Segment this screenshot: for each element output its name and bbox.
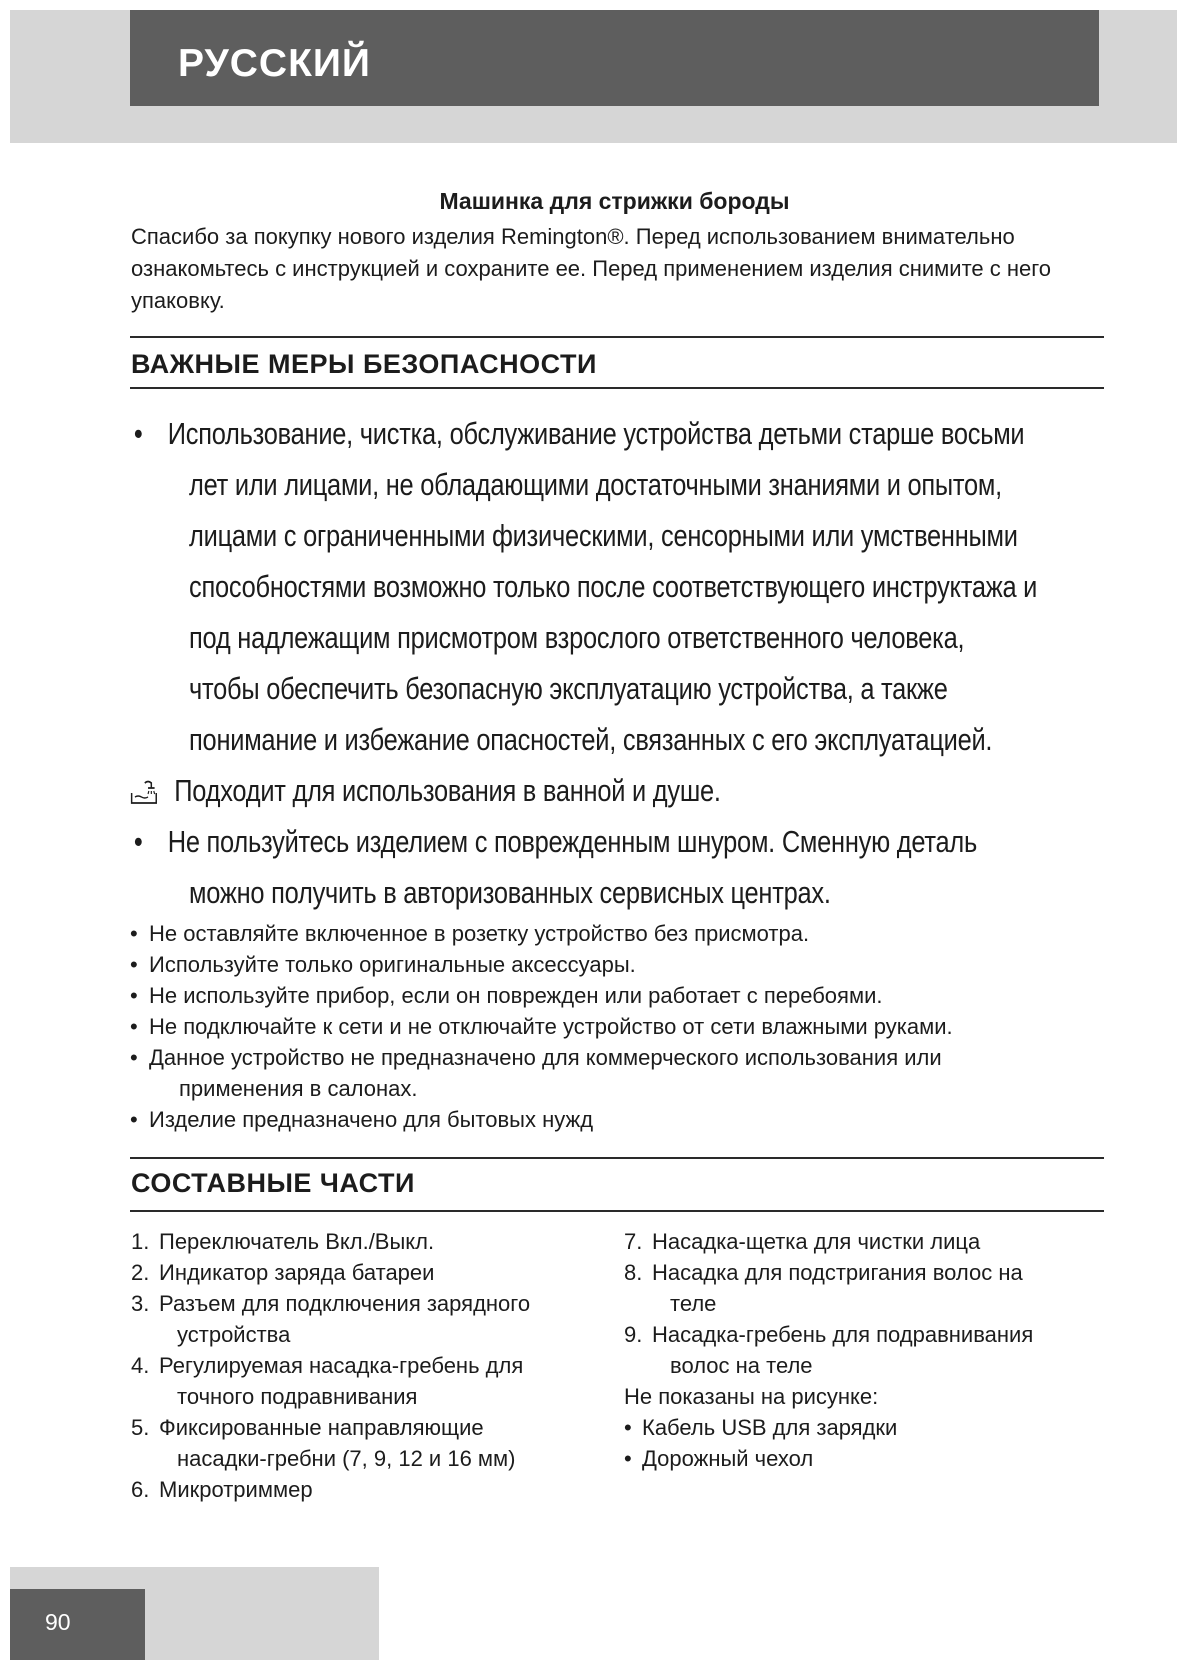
- list-item: [130, 1011, 1110, 1042]
- bullet-glyph: •: [130, 1045, 138, 1070]
- section-rule-bottom: [130, 1210, 1104, 1212]
- list-item: [130, 949, 1110, 980]
- item-number: 1.: [131, 1229, 150, 1254]
- item-number: 8.: [624, 1260, 643, 1285]
- list-item-text: Используйте только оригинальные аксессуары.: [149, 952, 636, 977]
- list-item: [131, 1474, 611, 1505]
- list-item-text: Насадка для подстригания волос на: [652, 1260, 1023, 1285]
- section-rule-top: [130, 336, 1104, 338]
- not-shown-block: [624, 1381, 1104, 1474]
- bullet-glyph: •: [624, 1446, 632, 1471]
- safety-heading: ВАЖНЫЕ МЕРЫ БЕЗОПАСНОСТИ: [131, 349, 597, 379]
- list-item-text: теле: [670, 1291, 717, 1316]
- list-item: [624, 1226, 1104, 1257]
- section-rule-top: [130, 1157, 1104, 1159]
- list-item: [624, 1412, 1104, 1443]
- bullet-glyph: •: [624, 1415, 632, 1440]
- item-number: 6.: [131, 1477, 150, 1502]
- list-item-text: Подходит для использования в ванной и душе.: [174, 773, 721, 808]
- safety-small-list: [130, 918, 1110, 1135]
- product-title: Машинка для стрижки бороды: [439, 188, 790, 214]
- list-item: [130, 816, 1148, 918]
- list-item-text: Не оставляйте включенное в розетку устройство без присмотра.: [149, 921, 810, 946]
- list-item: [130, 408, 1148, 765]
- list-item: [624, 1257, 1104, 1319]
- list-item-text: насадки-гребни (7, 9, 12 и 16 мм): [177, 1446, 516, 1471]
- list-item-text: Насадка-щетка для чистки лица: [652, 1229, 981, 1254]
- list-item: [130, 980, 1110, 1011]
- list-item: [130, 1104, 1110, 1135]
- safety-large-list: [130, 408, 1110, 918]
- item-number: 7.: [624, 1229, 643, 1254]
- item-number: 9.: [624, 1322, 643, 1347]
- intro-paragraph: Спасибо за покупку нового изделия Remington®. Перед использованием внимательно ознакомьтесь с инструкцией и сохраните ее. Перед применением изделия снимите с него упаковку.: [131, 224, 1052, 313]
- list-item-text: Микротриммер: [159, 1477, 313, 1502]
- bullet-glyph: •: [133, 416, 143, 451]
- list-item-text: Использование, чистка, обслуживание устройства детьми старше восьми: [167, 416, 1025, 451]
- list-item-text: Кабель USB для зарядки: [642, 1415, 898, 1440]
- not-shown-label: Не показаны на рисунке:: [624, 1384, 879, 1409]
- list-item-text: Регулируемая насадка-гребень для: [159, 1353, 524, 1378]
- list-item-text: Фиксированные направляющие: [159, 1415, 484, 1440]
- list-item-text: Не подключайте к сети и не отключайте устройство от сети влажными руками.: [149, 1014, 953, 1039]
- list-item: [130, 1042, 1110, 1104]
- page-number: 90: [45, 1609, 71, 1635]
- bullet-glyph: •: [133, 824, 143, 859]
- list-item: [130, 918, 1110, 949]
- list-item: [131, 1257, 611, 1288]
- list-item-text: под надлежащим присмотром взрослого ответственного человека,: [189, 620, 965, 655]
- list-item-text: лицами с ограниченными физическими, сенсорными или умственными: [189, 518, 1018, 553]
- list-item-text: можно получить в авторизованных сервисных центрах.: [189, 875, 831, 910]
- list-item-text: Насадка-гребень для подравнивания: [652, 1322, 1034, 1347]
- list-item-text: чтобы обеспечить безопасную эксплуатацию устройства, а также: [189, 671, 948, 706]
- list-item-text: Индикатор заряда батареи: [159, 1260, 435, 1285]
- list-item-text: Переключатель Вкл./Выкл.: [159, 1229, 435, 1254]
- bullet-glyph: •: [130, 1014, 138, 1039]
- list-item: [131, 1226, 611, 1257]
- list-item: [130, 765, 1154, 816]
- list-item: [131, 1412, 611, 1474]
- parts-list-left: [131, 1226, 611, 1505]
- parts-list-right: [624, 1226, 1104, 1474]
- list-item: [624, 1319, 1104, 1381]
- list-item-text: Изделие предназначено для бытовых нужд: [149, 1107, 594, 1132]
- item-number: 3.: [131, 1291, 150, 1316]
- list-item-text: устройства: [177, 1322, 291, 1347]
- list-item-text: Не используйте прибор, если он поврежден или работает с перебоями.: [149, 983, 883, 1008]
- list-item-text: применения в салонах.: [179, 1076, 418, 1101]
- shower-bath-icon: [130, 779, 158, 805]
- list-item-text: понимание и избежание опасностей, связанных с его эксплуатацией.: [189, 722, 993, 757]
- bullet-glyph: •: [130, 952, 138, 977]
- item-number: 5.: [131, 1415, 150, 1440]
- item-number: 2.: [131, 1260, 150, 1285]
- section-rule-bottom: [130, 387, 1104, 389]
- list-item: [131, 1288, 611, 1350]
- bullet-glyph: •: [130, 983, 138, 1008]
- list-item-text: Данное устройство не предназначено для коммерческого использования или: [149, 1045, 942, 1070]
- list-item-text: способностями возможно только после соответствующего инструктажа и: [189, 569, 1038, 604]
- list-item: [131, 1350, 611, 1412]
- list-item-text: волос на теле: [670, 1353, 813, 1378]
- list-item-text: Не пользуйтесь изделием с поврежденным шнуром. Сменную деталь: [167, 824, 977, 859]
- list-item-text: точного подравнивания: [177, 1384, 418, 1409]
- list-item-text: лет или лицами, не обладающими достаточными знаниями и опытом,: [189, 467, 1002, 502]
- language-title: РУССКИЙ: [178, 42, 371, 85]
- list-item: [624, 1443, 1104, 1474]
- parts-heading: СОСТАВНЫЕ ЧАСТИ: [131, 1168, 415, 1198]
- list-item-text: Разъем для подключения зарядного: [159, 1291, 531, 1316]
- page-number-box: [10, 1589, 145, 1660]
- language-header: [130, 10, 1099, 106]
- bullet-glyph: •: [130, 1107, 138, 1132]
- list-item-text: Дорожный чехол: [642, 1446, 814, 1471]
- bullet-glyph: •: [130, 921, 138, 946]
- item-number: 4.: [131, 1353, 150, 1378]
